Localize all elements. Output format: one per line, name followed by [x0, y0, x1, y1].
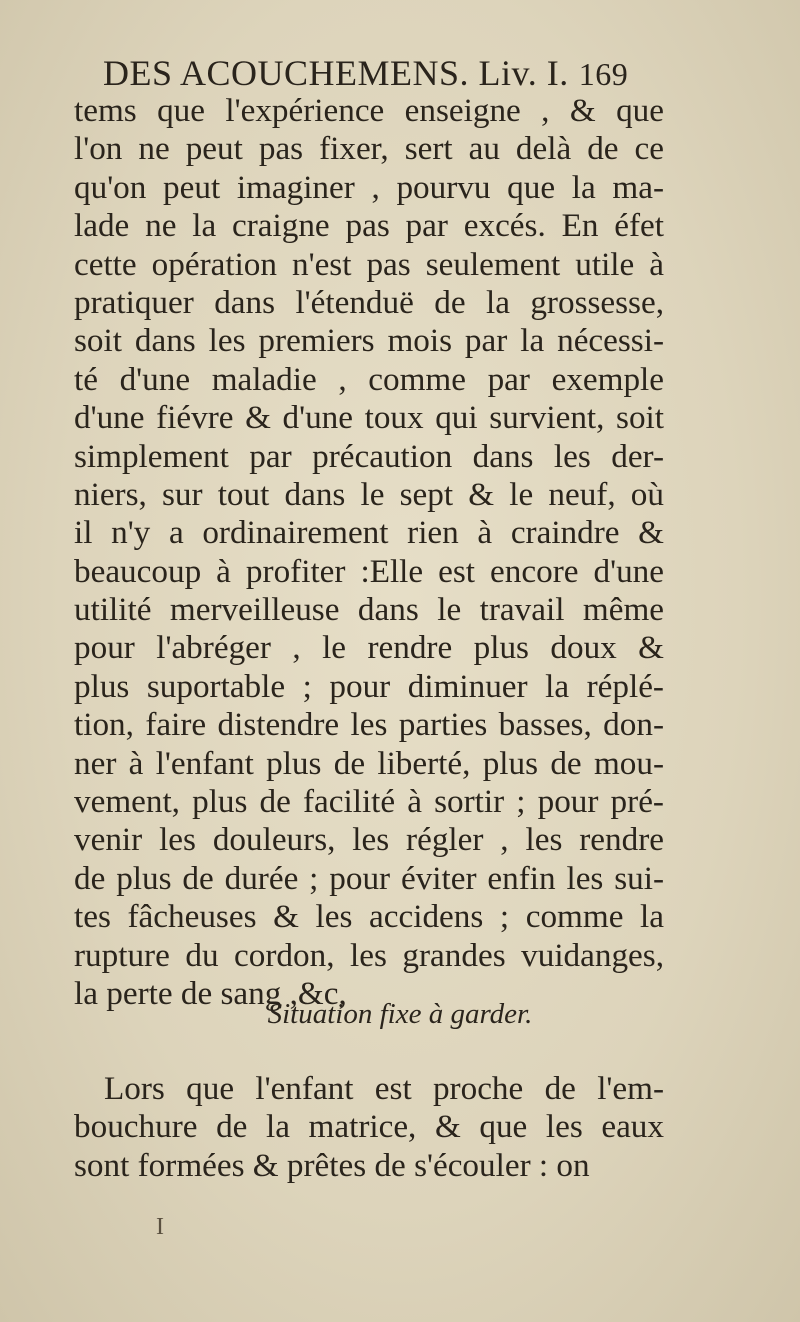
text-line: cette opération n'est pas seulement utile à — [74, 245, 664, 283]
text-line: bouchure de la matrice, & que les eaux — [74, 1108, 664, 1146]
text-line: sont formées & prêtes de s'écouler : on — [74, 1146, 590, 1184]
text-line: il n'y a ordinairement rien à craindre & — [74, 514, 664, 552]
text-line: tes fâcheuses & les accidens ; comme la — [74, 898, 664, 936]
text-line: de plus de durée ; pour éviter enfin les sui- — [74, 859, 664, 897]
stray-mark: I — [156, 1214, 164, 1240]
text-line: l'on ne peut pas fixer, sert au delà de ce — [74, 130, 664, 168]
text-line: rupture du cordon, les grandes vuidanges, — [74, 936, 664, 974]
text-line: d'une fiévre & d'une toux qui survient, soit — [74, 399, 664, 437]
text-line: simplement par précaution dans les der- — [74, 437, 664, 475]
text-line: niers, sur tout dans le sept & le neuf, où — [74, 475, 664, 513]
text-line: pratiquer dans l'étenduë de la grossesse, — [74, 283, 664, 321]
running-header — [103, 52, 663, 94]
page-number: 169 — [578, 56, 629, 92]
text-line: utilité merveilleuse dans le travail même — [74, 591, 664, 629]
text-line: té d'une maladie , comme par exemple — [74, 360, 664, 398]
text-line: beaucoup à profiter :Elle est encore d'une — [74, 552, 664, 590]
paragraph-2 — [74, 1070, 664, 1185]
text-line: vement, plus de facilité à sortir ; pour pré- — [74, 783, 664, 821]
text-line: venir les douleurs, les régler , les rendre — [74, 821, 664, 859]
section-subheading: Situation fixe à garder. — [267, 998, 533, 1030]
text-line: lade ne la craigne pas par excés. En éfet — [74, 207, 664, 245]
text-line: plus suportable ; pour diminuer la réplé- — [74, 667, 664, 705]
running-title: DES ACOUCHEMENS. Liv. I. — [103, 53, 569, 93]
text-line: tems que l'expérience enseigne , & que — [74, 92, 664, 129]
text-line: pour l'abréger , le rendre plus doux & — [74, 629, 664, 667]
text-line: qu'on peut imaginer , pourvu que la ma- — [74, 168, 664, 206]
text-line: soit dans les premiers mois par la nécessi- — [74, 322, 664, 360]
text-line: la perte de sang ,&c, — [74, 974, 347, 1012]
text-line: ner à l'enfant plus de liberté, plus de mou- — [74, 744, 664, 782]
text-line: Lors que l'enfant est proche de l'em- — [104, 1070, 664, 1107]
text-line: tion, faire distendre les parties basses, don- — [74, 706, 664, 744]
paragraph-1 — [74, 92, 664, 1013]
